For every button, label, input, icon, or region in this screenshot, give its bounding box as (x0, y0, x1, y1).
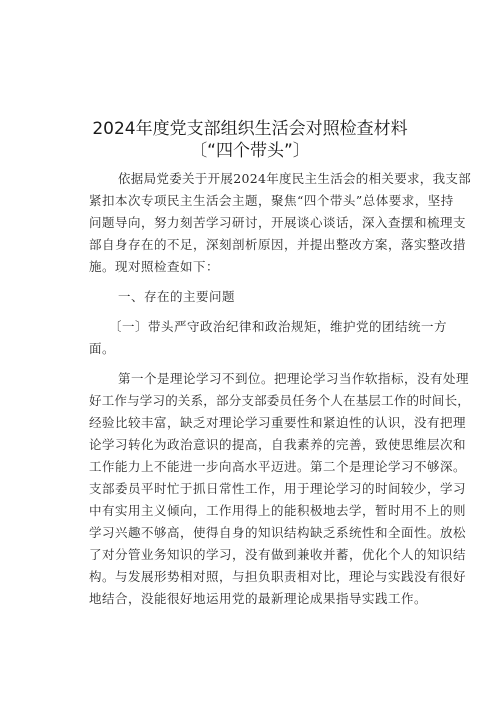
body-line: 学习兴趣不够高，使得自身的知识结构缺乏系统性和全面性。放松 (89, 525, 467, 540)
body-line: 工作能力上不能进一步向高水平迈进。第二个是理论学习不够深。 (89, 459, 467, 474)
document-title: 2024年度党支部组织生活会对照检查材料 (92, 119, 408, 139)
intro-line: 紧扣本次专项民主生活会主题，聚焦“四个带头”总体要求，坚持 (89, 193, 454, 208)
body-line: 中有实用主义倾向，工作用得上的能积极地去学，暂时用不上的则 (89, 503, 467, 518)
body-line: 构。与发展形势相对照，与担负职责相对比，理论与实践没有很好 (89, 569, 467, 584)
intro-line: 问题导向，努力刻苦学习研讨，开展谈心谈话，深入查摆和梳理支 (89, 215, 467, 230)
body-line: 论学习转化为政治意识的提高，自我素养的完善，致使思维层次和 (89, 437, 467, 452)
body-line: 了对分管业务知识的学习，没有做到兼收并蓄，优化个人的知识结 (89, 547, 467, 562)
intro-line: 施。现对照检查如下： (89, 259, 220, 274)
body-line: 经验比较丰富，缺乏对理论学习重要性和紧迫性的认识，没有把理 (89, 415, 467, 430)
body-line: 第一个是理论学习不到位。把理论学习当作软指标，没有处理 (118, 371, 470, 386)
document-subtitle: 〔“四个带头”〕 (190, 141, 310, 161)
body-line: 好工作与学习的关系，部分支部委员任务个人在基层工作的时间长， (89, 393, 471, 408)
section-heading: 一、存在的主要问题 (118, 289, 236, 304)
subheading-line: 面。 (89, 341, 116, 356)
body-line: 地结合，没能很好地运用党的最新理论成果指导实践工作。 (89, 591, 428, 606)
intro-line: 部自身存在的不足，深刻剖析原因，并提出整改方案，落实整改措 (89, 237, 467, 252)
body-line: 支部委员平时忙于抓日常性工作，用于理论学习的时间较少，学习 (89, 481, 467, 496)
subheading-line: 〔一〕带头严守政治纪律和政治规矩，维护党的团结统一方 (109, 319, 448, 334)
intro-line: 依据局党委关于开展2024年度民主生活会的相关要求，我支部 (118, 171, 472, 186)
